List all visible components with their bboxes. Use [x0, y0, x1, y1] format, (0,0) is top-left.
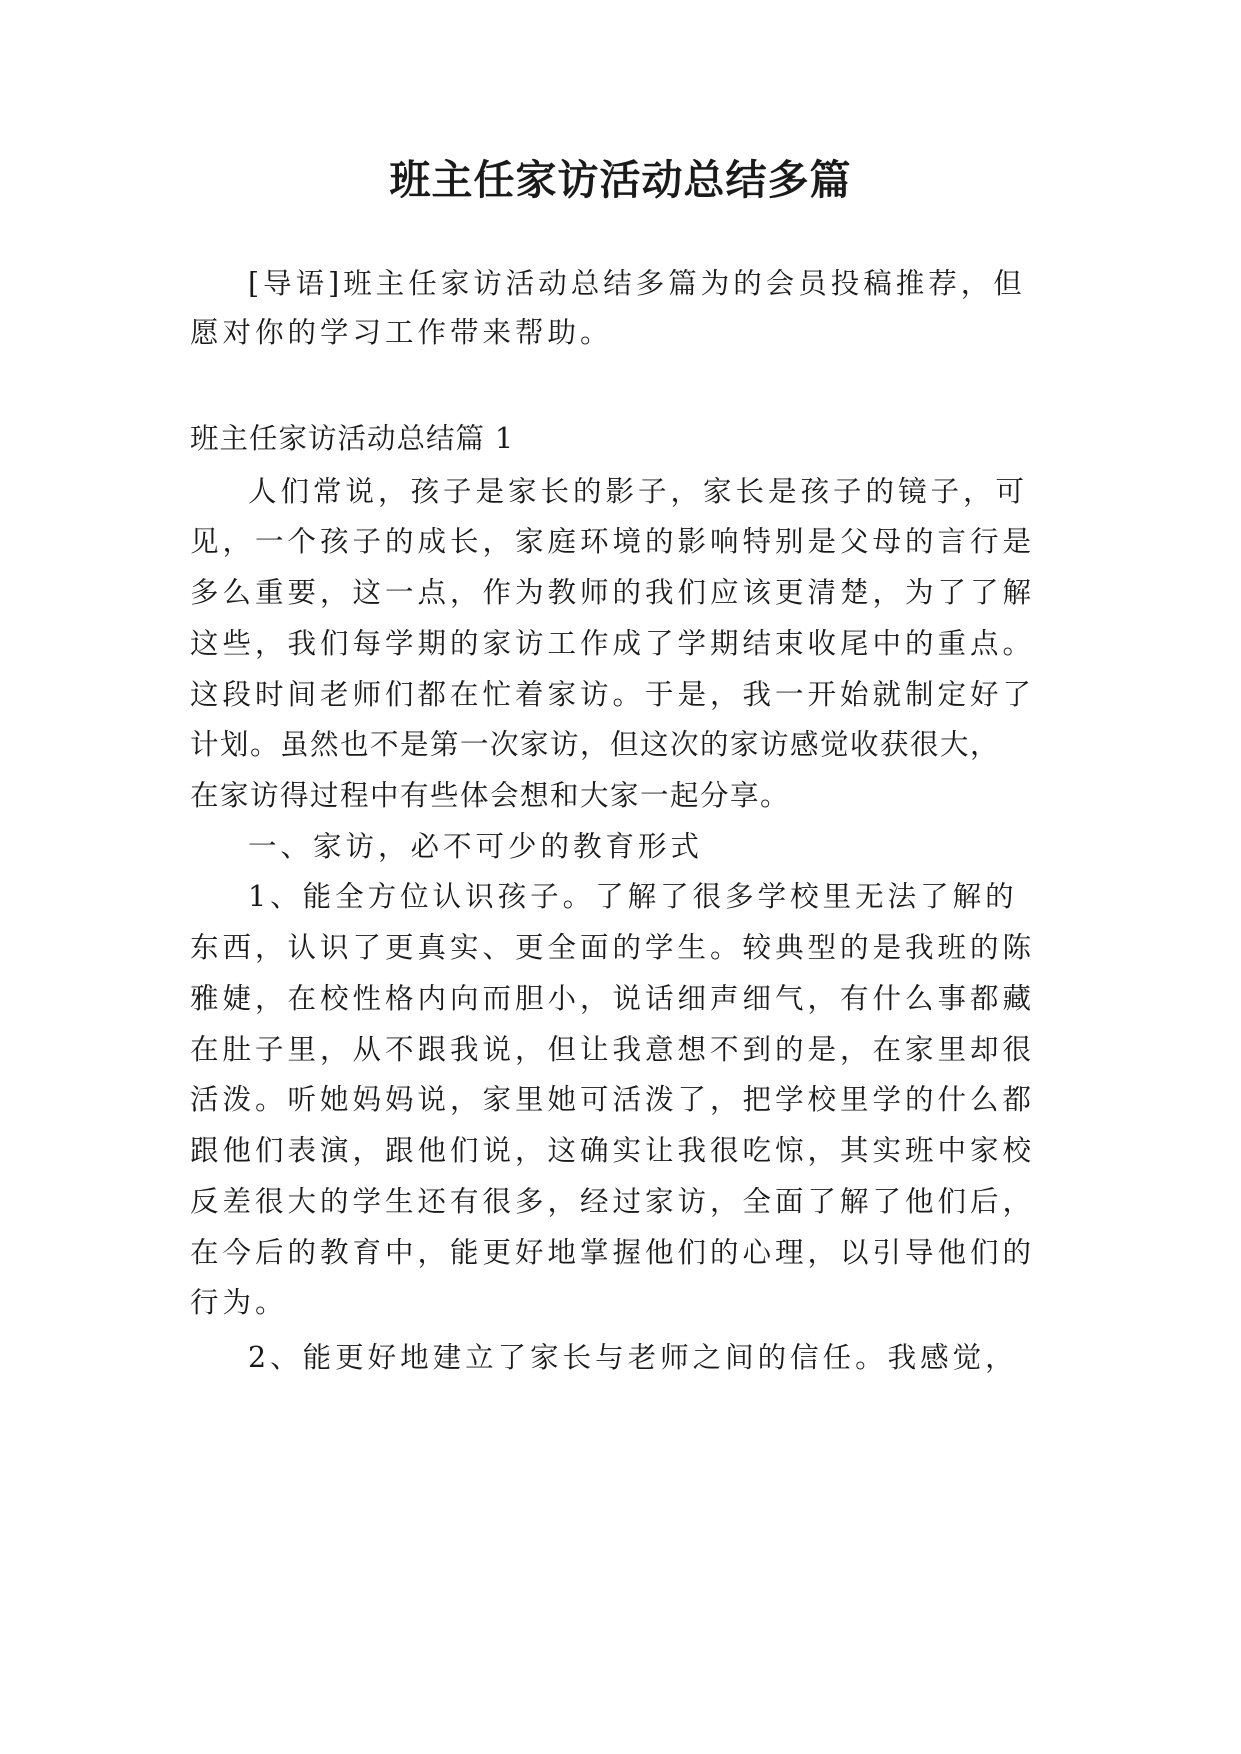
- subheading: 一、家访，必不可少的教育形式: [248, 830, 704, 863]
- paragraph-line: 见，一个孩子的成长，家庭环境的影响特别是父母的言行是: [190, 525, 1036, 558]
- paragraph-line: 这些，我们每学期的家访工作成了学期结束收尾中的重点。: [190, 627, 1036, 660]
- paragraph-line: 雅婕，在校性格内向而胆小，说话细声细气，有什么事都藏: [190, 982, 1036, 1015]
- paragraph-line: 在家访得过程中有些体会想和大家一起分享。: [190, 779, 791, 812]
- paragraph-line: 在肚子里，从不跟我说，但让我意想不到的是，在家里却很: [190, 1033, 1036, 1066]
- paragraph-line: 跟他们表演，跟他们说，这确实让我很吃惊，其实班中家校: [190, 1134, 1036, 1167]
- paragraph-line: 多么重要，这一点，作为教师的我们应该更清楚，为了了解: [190, 576, 1036, 609]
- paragraph-line: 这段时间老师们都在忙着家访。于是，我一开始就制定好了: [190, 678, 1036, 711]
- intro-line: [导语]班主任家访活动总结多篇为的会员投稿推荐，但: [248, 267, 1026, 300]
- paragraph-line: 行为。: [190, 1286, 288, 1319]
- paragraph-line: 2、能更好地建立了家长与老师之间的信任。我感觉，: [248, 1341, 1018, 1374]
- paragraph-line: 计划。虽然也不是第一次家访，但这次的家访感觉收获很大，: [190, 728, 1001, 761]
- paragraph-line: 活泼。听她妈妈说，家里她可活泼了，把学校里学的什么都: [190, 1083, 1036, 1116]
- section-title: 班主任家访活动总结篇 1: [190, 422, 515, 455]
- document-title: 班主任家访活动总结多篇: [389, 156, 852, 204]
- intro-line: 愿对你的学习工作带来帮助。: [190, 316, 613, 349]
- paragraph-line: 反差很大的学生还有很多，经过家访，全面了解了他们后，: [190, 1185, 1036, 1218]
- paragraph-line: 东西，认识了更真实、更全面的学生。较典型的是我班的陈: [190, 931, 1036, 964]
- paragraph-line: 人们常说，孩子是家长的影子，家长是孩子的镜子，可: [248, 475, 1029, 508]
- paragraph-line: 在今后的教育中，能更好地掌握他们的心理，以引导他们的: [190, 1236, 1036, 1269]
- paragraph-line: 1、能全方位认识孩子。了解了很多学校里无法了解的: [248, 880, 1018, 913]
